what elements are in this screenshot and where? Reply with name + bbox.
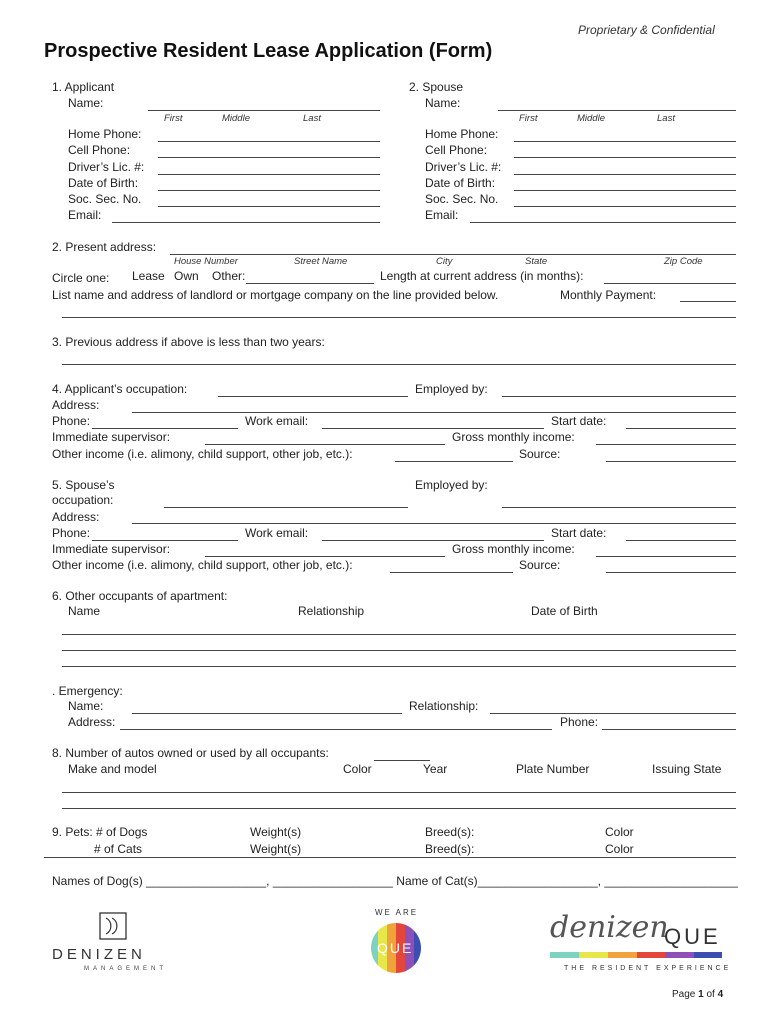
denizen-script: denizen: [550, 910, 669, 945]
spouse-source-field[interactable]: [606, 572, 736, 573]
zip-code-label: Zip Code: [664, 256, 703, 267]
applicant-license-label: Driver’s Lic. #:: [68, 160, 145, 174]
cat-weight-label: Weight(s): [250, 842, 302, 856]
applicant-work-email-field[interactable]: [322, 428, 544, 429]
applicant-source-label: Source:: [519, 447, 561, 461]
spouse-heading: 2. Spouse: [409, 80, 464, 94]
page-number: [672, 989, 723, 1000]
spouse-other-income-field[interactable]: [390, 572, 513, 573]
spouse-start-date-label: Start date:: [551, 526, 607, 540]
emergency-relationship-label: Relationship:: [409, 699, 479, 713]
dog-color-label: Color: [605, 825, 634, 839]
page-title: Prospective Resident Lease Application (Form): [44, 40, 493, 62]
applicant-work-address-field[interactable]: [132, 412, 736, 413]
resident-experience-text: THE RESIDENT EXPERIENCE: [564, 965, 732, 972]
lease-option[interactable]: Lease: [132, 269, 165, 283]
spouse-ssn-field[interactable]: [514, 206, 736, 207]
spouse-work-address-label: Address:: [52, 510, 100, 524]
applicant-dob-field[interactable]: [158, 190, 380, 191]
state-label: State: [525, 256, 548, 267]
circle-one-label: Circle one:: [52, 271, 110, 285]
length-label: Length at current address (in months):: [380, 269, 584, 283]
applicant-ssn-label: Soc. Sec. No.: [68, 192, 142, 206]
spouse-license-field[interactable]: [514, 174, 736, 175]
spouse-ssn-label: Soc. Sec. No.: [425, 192, 499, 206]
house-number-label: House Number: [174, 256, 238, 267]
spouse-supervisor-label: Immediate supervisor:: [52, 542, 171, 556]
autos-heading: 8. Number of autos owned or used by all occupants:: [52, 746, 329, 760]
applicant-email-field[interactable]: [112, 222, 380, 223]
auto-line-1[interactable]: [62, 792, 736, 793]
cat-breed-label: Breed(s):: [425, 842, 475, 856]
applicant-work-email-label: Work email:: [245, 414, 309, 428]
applicant-gross-income-label: Gross monthly income:: [452, 430, 575, 444]
spouse-name-field[interactable]: [498, 110, 736, 111]
emergency-name-label: Name:: [68, 699, 104, 713]
spouse-occupation-field[interactable]: [164, 507, 408, 508]
applicant-home-phone-field[interactable]: [158, 141, 380, 142]
emergency-phone-field[interactable]: [602, 729, 736, 730]
spouse-employed-label: Employed by:: [415, 478, 488, 492]
spouse-work-email-label: Work email:: [245, 526, 309, 540]
que-wordmark: QUE: [664, 924, 721, 949]
spouse-source-label: Source:: [519, 558, 561, 572]
denizen-mark-icon: [52, 908, 180, 946]
spouse-email-label: Email:: [425, 208, 459, 222]
applicant-ssn-field[interactable]: [158, 206, 380, 207]
other-field[interactable]: [246, 283, 374, 284]
occupant-line-3[interactable]: [62, 666, 736, 667]
auto-line-2[interactable]: [62, 808, 736, 809]
city-label: City: [436, 256, 453, 267]
monthly-payment-field[interactable]: [680, 301, 736, 302]
pet-names-line[interactable]: Names of Dog(s) __________________, __________________ Name of Cat(s)__________________, ____________________: [52, 874, 738, 888]
denizen-wordmark: DENIZEN: [52, 946, 146, 963]
occupant-line-2[interactable]: [62, 650, 736, 651]
applicant-name-field[interactable]: [148, 110, 380, 111]
auto-year-header: Year: [423, 762, 448, 776]
spouse-dob-label: Date of Birth:: [425, 176, 496, 190]
applicant-home-phone-label: Home Phone:: [68, 127, 142, 141]
denizen-que-logo: [548, 910, 732, 976]
applicant-first-label: First: [164, 113, 183, 124]
denizen-management-logo: [52, 908, 180, 978]
applicant-cell-phone-label: Cell Phone:: [68, 143, 131, 157]
spouse-other-income-label: Other income (i.e. alimony, child support, other job, etc.):: [52, 558, 353, 572]
we-are-que-logo: [368, 908, 424, 978]
applicant-last-label: Last: [303, 113, 321, 124]
spouse-gross-income-label: Gross monthly income:: [452, 542, 575, 556]
present-address-field[interactable]: [170, 254, 736, 255]
spouse-occupation-label-2: occupation:: [52, 493, 114, 507]
spouse-work-address-field[interactable]: [132, 523, 736, 524]
occupant-line-1[interactable]: [62, 634, 736, 635]
spouse-supervisor-field[interactable]: [205, 556, 445, 557]
page-current: 1: [698, 989, 704, 1000]
spouse-cell-phone-label: Cell Phone:: [425, 143, 488, 157]
previous-address-field[interactable]: [62, 364, 736, 365]
present-address-label: 2. Present address:: [52, 240, 157, 254]
cat-color-label: Color: [605, 842, 634, 856]
previous-address-label: 3. Previous address if above is less than two years:: [52, 335, 325, 349]
applicant-occupation-label: 4. Applicant’s occupation:: [52, 382, 188, 396]
spouse-work-phone-field[interactable]: [92, 540, 238, 541]
emergency-address-field[interactable]: [120, 729, 552, 730]
applicant-gross-income-field[interactable]: [596, 444, 736, 445]
spouse-home-phone-field[interactable]: [514, 141, 736, 142]
applicant-source-field[interactable]: [606, 461, 736, 462]
landlord-instruction: List name and address of landlord or mortgage company on the line provided below.: [52, 288, 499, 302]
spouse-middle-label: Middle: [577, 113, 605, 124]
applicant-email-label: Email:: [68, 208, 102, 222]
autos-count-field[interactable]: [374, 760, 430, 761]
spouse-email-field[interactable]: [470, 222, 736, 223]
applicant-other-income-field[interactable]: [395, 461, 513, 462]
applicant-supervisor-label: Immediate supervisor:: [52, 430, 171, 444]
applicant-license-field[interactable]: [158, 174, 380, 175]
pets-dogs-label: 9. Pets: # of Dogs: [52, 825, 148, 839]
applicant-supervisor-field[interactable]: [205, 444, 445, 445]
que-text: QUE: [377, 940, 414, 956]
spouse-gross-income-field[interactable]: [596, 556, 736, 557]
applicant-work-phone-field[interactable]: [92, 428, 238, 429]
dog-weight-label: Weight(s): [250, 825, 302, 839]
management-wordmark: MANAGEMENT: [84, 966, 168, 972]
spouse-occupation-label: 5. Spouse’s: [52, 478, 115, 492]
spouse-license-label: Driver’s Lic. #:: [425, 160, 502, 174]
occupant-name-header: Name: [68, 604, 101, 618]
applicant-occupation-field[interactable]: [218, 396, 408, 397]
spouse-dob-field[interactable]: [514, 190, 736, 191]
applicant-employer-field[interactable]: [502, 396, 736, 397]
spouse-work-email-field[interactable]: [322, 540, 544, 541]
auto-color-header: Color: [343, 762, 372, 776]
emergency-heading: . Emergency:: [52, 684, 123, 698]
confidential-note: Proprietary & Confidential: [578, 23, 715, 37]
occupant-relationship-header: Relationship: [298, 604, 365, 618]
own-option[interactable]: Own: [174, 269, 199, 283]
emergency-name-field[interactable]: [132, 713, 402, 714]
emergency-relationship-field[interactable]: [490, 713, 736, 714]
spouse-start-date-field[interactable]: [626, 540, 736, 541]
spouse-name-label: Name:: [425, 96, 461, 110]
page-word: Page: [672, 989, 696, 1000]
pets-divider: [44, 857, 736, 858]
emergency-phone-label: Phone:: [560, 715, 599, 729]
street-name-label: Street Name: [294, 256, 348, 267]
auto-make-header: Make and model: [68, 762, 157, 776]
spouse-cell-phone-field[interactable]: [514, 157, 736, 158]
applicant-cell-phone-field[interactable]: [158, 157, 380, 158]
dog-breed-label: Breed(s):: [425, 825, 475, 839]
we-are-text: WE ARE: [375, 908, 419, 917]
landlord-field[interactable]: [62, 317, 736, 318]
applicant-heading: 1. Applicant: [52, 80, 115, 94]
other-option[interactable]: Other:: [212, 269, 246, 283]
spouse-work-phone-label: Phone:: [52, 526, 91, 540]
applicant-employed-label: Employed by:: [415, 382, 488, 396]
emergency-address-label: Address:: [68, 715, 116, 729]
pets-cats-label: # of Cats: [94, 842, 143, 856]
applicant-work-phone-label: Phone:: [52, 414, 91, 428]
occupant-dob-header: Date of Birth: [531, 604, 598, 618]
applicant-middle-label: Middle: [222, 113, 250, 124]
of-word: of: [706, 989, 715, 1000]
auto-state-header: Issuing State: [652, 762, 722, 776]
page-total: 4: [717, 989, 724, 1000]
spouse-first-label: First: [519, 113, 538, 124]
applicant-work-address-label: Address:: [52, 398, 100, 412]
spouse-last-label: Last: [657, 113, 675, 124]
applicant-start-date-label: Start date:: [551, 414, 607, 428]
spouse-employer-field[interactable]: [502, 507, 736, 508]
applicant-start-date-field[interactable]: [626, 428, 736, 429]
occupants-heading: 6. Other occupants of apartment:: [52, 589, 228, 603]
color-stripe-icon: [550, 952, 722, 958]
monthly-payment-label: Monthly Payment:: [560, 288, 657, 302]
length-field[interactable]: [604, 283, 736, 284]
applicant-other-income-label: Other income (i.e. alimony, child support, other job, etc.):: [52, 447, 353, 461]
applicant-name-label: Name:: [68, 96, 104, 110]
applicant-dob-label: Date of Birth:: [68, 176, 139, 190]
spouse-home-phone-label: Home Phone:: [425, 127, 499, 141]
auto-plate-header: Plate Number: [516, 762, 590, 776]
